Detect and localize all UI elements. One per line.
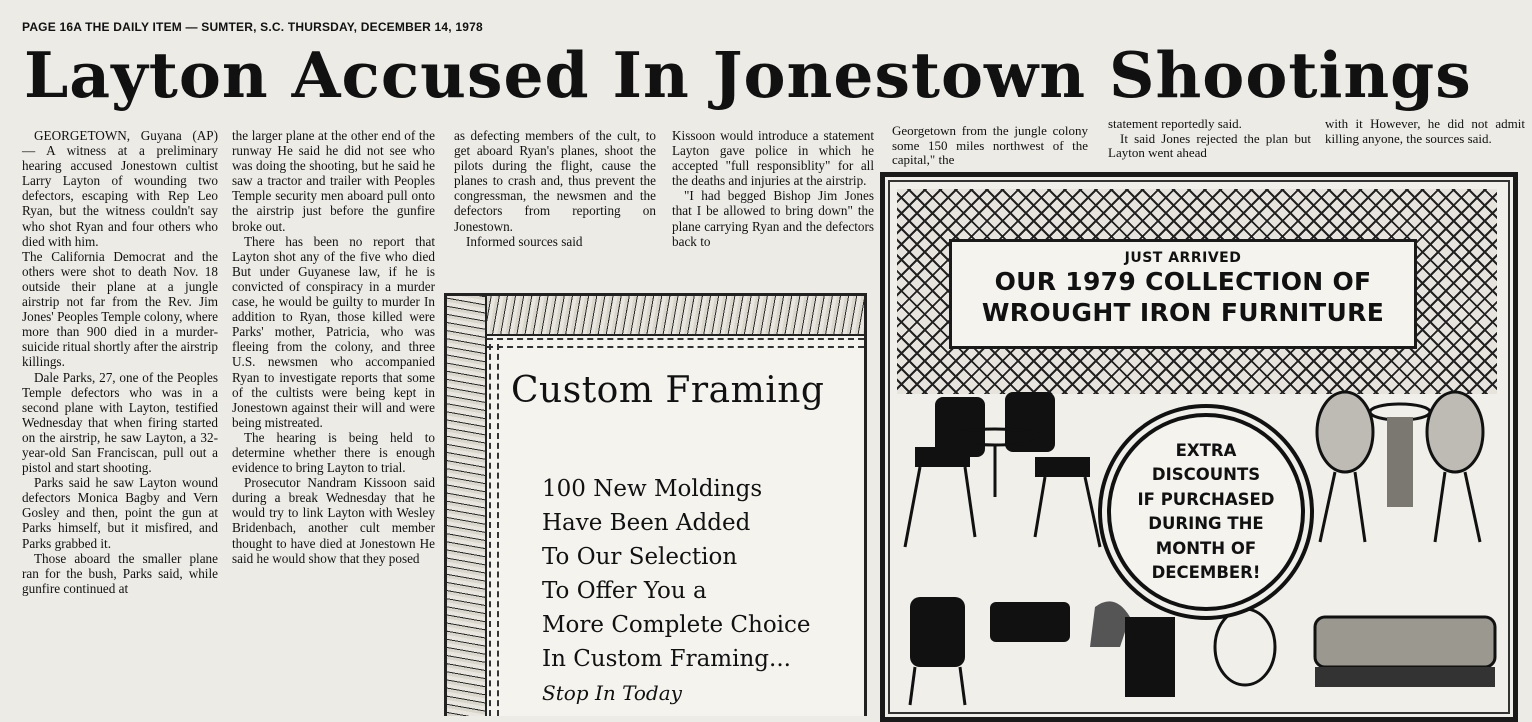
ad-banner bbox=[949, 239, 1417, 349]
article-column-2 bbox=[232, 128, 435, 566]
framing-ad-line: 100 New Moldings bbox=[542, 476, 763, 502]
wood-molding-top bbox=[447, 296, 864, 336]
article-paragraph: as defecting members of the cult, to get aboard Ryan's planes, shoot the pilots during the flight, cause the planes to crash and, thus prevent the congressman, the newsmen and the defectors from reporting on Jonestown. bbox=[454, 128, 656, 234]
framing-ad-line: Stop In Today bbox=[542, 681, 682, 705]
page-dateline: PAGE 16A THE DAILY ITEM — SUMTER, S.C. THURSDAY, DECEMBER 14, 1978 bbox=[22, 20, 483, 34]
article-paragraph: statement reportedly said. bbox=[1108, 116, 1242, 131]
article-column-7 bbox=[1325, 117, 1525, 146]
article-paragraph: GEORGETOWN, Guyana (AP) — A witness at a preliminary hearing accused Jonestown cultist Larry Layton of wounding two defectors, escaping with Rep Leo Ryan, but the witness couldn't say who shot Ryan and four others who died with him. bbox=[22, 128, 218, 249]
article-column-6 bbox=[1108, 117, 1311, 161]
framing-ad-line: To Offer You a bbox=[542, 578, 707, 604]
custom-framing-ad bbox=[444, 293, 867, 716]
framing-ad-line: In Custom Framing... bbox=[542, 646, 791, 672]
article-paragraph: Georgetown from the jungle colony some 150 miles northwest of the capital," the bbox=[892, 123, 1088, 167]
ad-kicker: JUST ARRIVED bbox=[1124, 250, 1242, 266]
badge-line: EXTRA bbox=[1175, 440, 1237, 460]
ad-headline-line-2: WROUGHT IRON FURNITURE bbox=[981, 298, 1385, 327]
framing-ad-line: Have Been Added bbox=[542, 510, 751, 536]
bead-trim-top bbox=[487, 338, 864, 348]
framing-ad-copy bbox=[542, 472, 811, 710]
article-headline: Layton Accused In Jonestown Shootings bbox=[24, 38, 1472, 112]
framing-ad-line: To Our Selection bbox=[542, 544, 738, 570]
article-paragraph: Those aboard the smaller plane ran for the bush, Parks said, while gunfire continued at bbox=[22, 550, 218, 596]
framing-ad-title: Custom Framing bbox=[511, 370, 825, 411]
ornate-chairs-illustration bbox=[1305, 382, 1495, 562]
wrought-iron-furniture-ad bbox=[880, 172, 1518, 722]
extra-discounts-badge bbox=[1107, 413, 1305, 611]
badge-line: IF PURCHASED bbox=[1137, 489, 1275, 509]
wood-molding-left bbox=[447, 296, 487, 716]
bead-trim-left bbox=[489, 344, 499, 716]
patio-dining-set-illustration bbox=[895, 387, 1115, 567]
article-paragraph: Parks said he saw Layton wound defectors Monica Bagby and Vern Gosley and then, point the gun at Parks himself, but it misfired, and Parks grabbed it. bbox=[22, 475, 218, 551]
article-column-1 bbox=[22, 128, 218, 596]
badge-line: DURING THE bbox=[1148, 514, 1264, 533]
article-paragraph: Informed sources said bbox=[466, 233, 583, 249]
framing-ad-line: More Complete Choice bbox=[542, 612, 811, 638]
article-column-3 bbox=[454, 128, 656, 249]
article-paragraph: The hearing is being held to determine whether there is enough evidence to bring Layton to trial. bbox=[232, 429, 435, 476]
article-paragraph: "I had begged Bishop Jim Jones that I be allowed to bring down" the plane carrying Ryan and the defectors back to bbox=[672, 188, 874, 249]
article-column-4 bbox=[672, 128, 874, 249]
article-paragraph: with it However, he did not admit killing anyone, the sources said. bbox=[1325, 116, 1525, 146]
article-column-5 bbox=[892, 124, 1088, 168]
article-paragraph: Kissoon would introduce a statement Layton gave police in which he accepted "full responsiblity" for all the deaths and injuries at the airstrip. bbox=[672, 128, 874, 189]
badge-line: DISCOUNTS bbox=[1151, 465, 1261, 484]
badge-line: DECEMBER! bbox=[1151, 563, 1261, 582]
article-paragraph: There has been no report that Layton shot any of the five who died But under Guyanese law, if he is convicted of conspiracy in a murder case, he would be guilty to murder In addition to Ryan, those killed were Parks' mother, Patricia, who was fleeing from the colony, and three U.S. newsmen who accompanied Ryan to investigate reports that some of the cultists were being kept in Jonestown against their will and were being mistreated. bbox=[232, 233, 435, 430]
article-paragraph: the larger plane at the other end of the runway He said he did not see who was doing the shooting, but he said he saw a tractor and trailer with Peoples Temple security men aboard pull onto the airstrip just before the gunfire broke out. bbox=[232, 128, 435, 234]
lounge-chairs-illustration bbox=[895, 587, 1185, 707]
article-paragraph: Prosecutor Nandram Kissoon said during a break Wednesday that he would try to link Layton with Wesley Bridenbach, another cult member thought to have died at Jonestown He said he would show that they posed bbox=[232, 475, 435, 566]
badge-text bbox=[1138, 439, 1275, 586]
article-paragraph: The California Democrat and the others were shot to death Nov. 18 outside their plane at a jungle airstrip not far from the Rev. Jim Jones' Peoples Temple colony, where more than 900 died in a murder-suicide ritual shortly after the airstrip killings. bbox=[22, 248, 218, 370]
article-paragraph: Dale Parks, 27, one of the Peoples Temple defectors who was in a second plane with Layton, testified Wednesday that when firing started on the airstrip, he saw Layton, a 32-year-old San Franciscan, pull out a pistol and start shooting. bbox=[22, 369, 218, 476]
article-paragraph: It said Jones rejected the plan but Layton went ahead bbox=[1108, 130, 1311, 160]
ad-headline-line-1: OUR 1979 COLLECTION OF bbox=[994, 267, 1372, 296]
badge-line: MONTH OF bbox=[1155, 538, 1257, 558]
settee-illustration bbox=[1205, 597, 1505, 707]
